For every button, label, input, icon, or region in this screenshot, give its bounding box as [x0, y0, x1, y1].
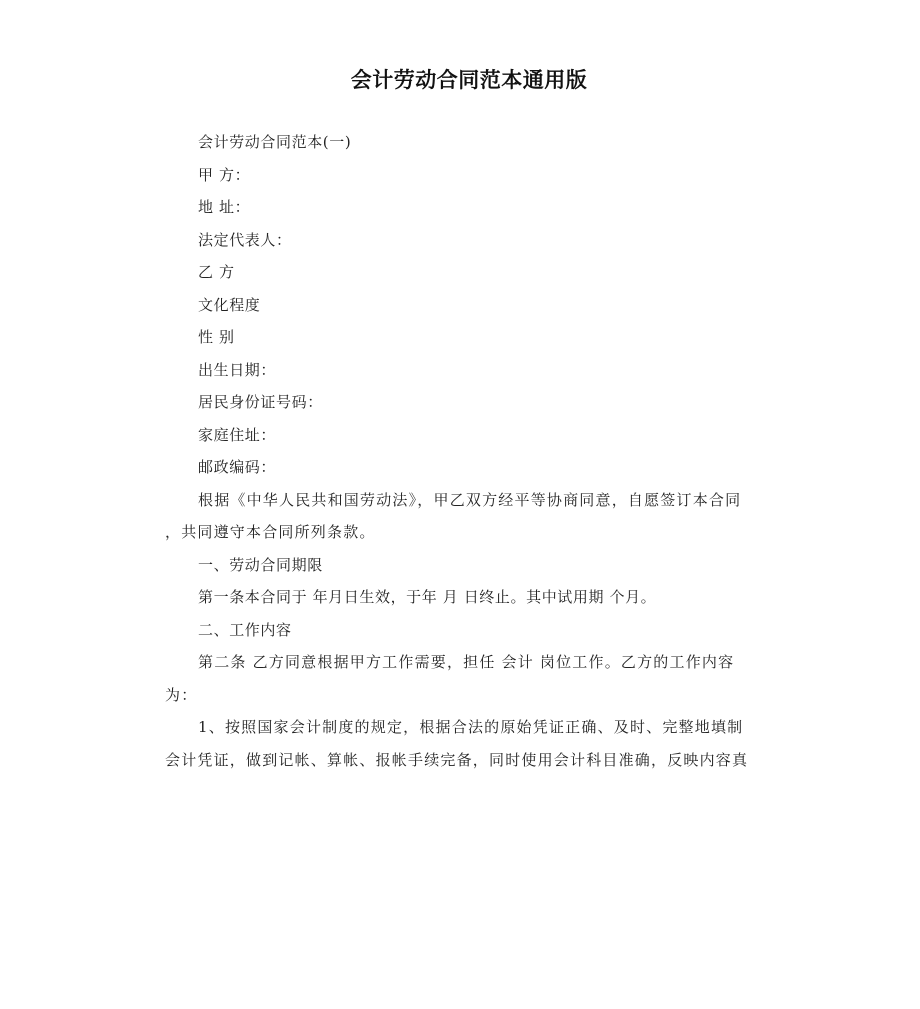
field-birth-date: 出生日期：	[198, 360, 277, 379]
duty-1-line-1: 1、按照国家会计制度的规定，根据合法的原始凭证正确、及时、完整地填制	[198, 718, 744, 736]
chapter-heading-work-content: 二、工作内容	[198, 620, 292, 639]
chapter-heading-term: 一、劳动合同期限	[198, 555, 323, 574]
article-1: 第一条本合同于 年月日生效，于年 月 日终止。其中试用期 个月。	[198, 588, 657, 606]
field-education: 文化程度	[198, 295, 261, 314]
document-body	[165, 126, 757, 776]
field-postal-code: 邮政编码：	[198, 458, 277, 476]
field-party-b: 乙 方	[198, 263, 235, 281]
field-gender: 性 别	[198, 328, 235, 346]
field-party-a: 甲 方：	[198, 165, 251, 184]
paragraph-preamble-line-2: ，共同遵守本合同所列条款。	[165, 523, 376, 541]
duty-1-line-2: 会计凭证，做到记帐、算帐、报帐手续完备，同时使用会计科目准确，反映内容真	[165, 750, 749, 769]
field-address: 地 址：	[198, 198, 251, 216]
paragraph-preamble-line-1: 根据《中华人民共和国劳动法》，甲乙双方经平等协商同意，自愿签订本合同	[198, 490, 742, 509]
field-legal-representative: 法定代表人：	[198, 230, 292, 249]
field-home-address: 家庭住址：	[198, 425, 277, 444]
article-2-line-1: 第二条 乙方同意根据甲方工作需要，担任 会计 岗位工作。乙方的工作内容	[198, 653, 735, 671]
field-id-number: 居民身份证号码：	[198, 393, 323, 411]
section-heading: 会计劳动合同范本(一)	[198, 133, 352, 151]
article-2-line-2: 为：	[165, 685, 198, 704]
document-title: 会计劳动合同范本通用版	[350, 68, 588, 92]
